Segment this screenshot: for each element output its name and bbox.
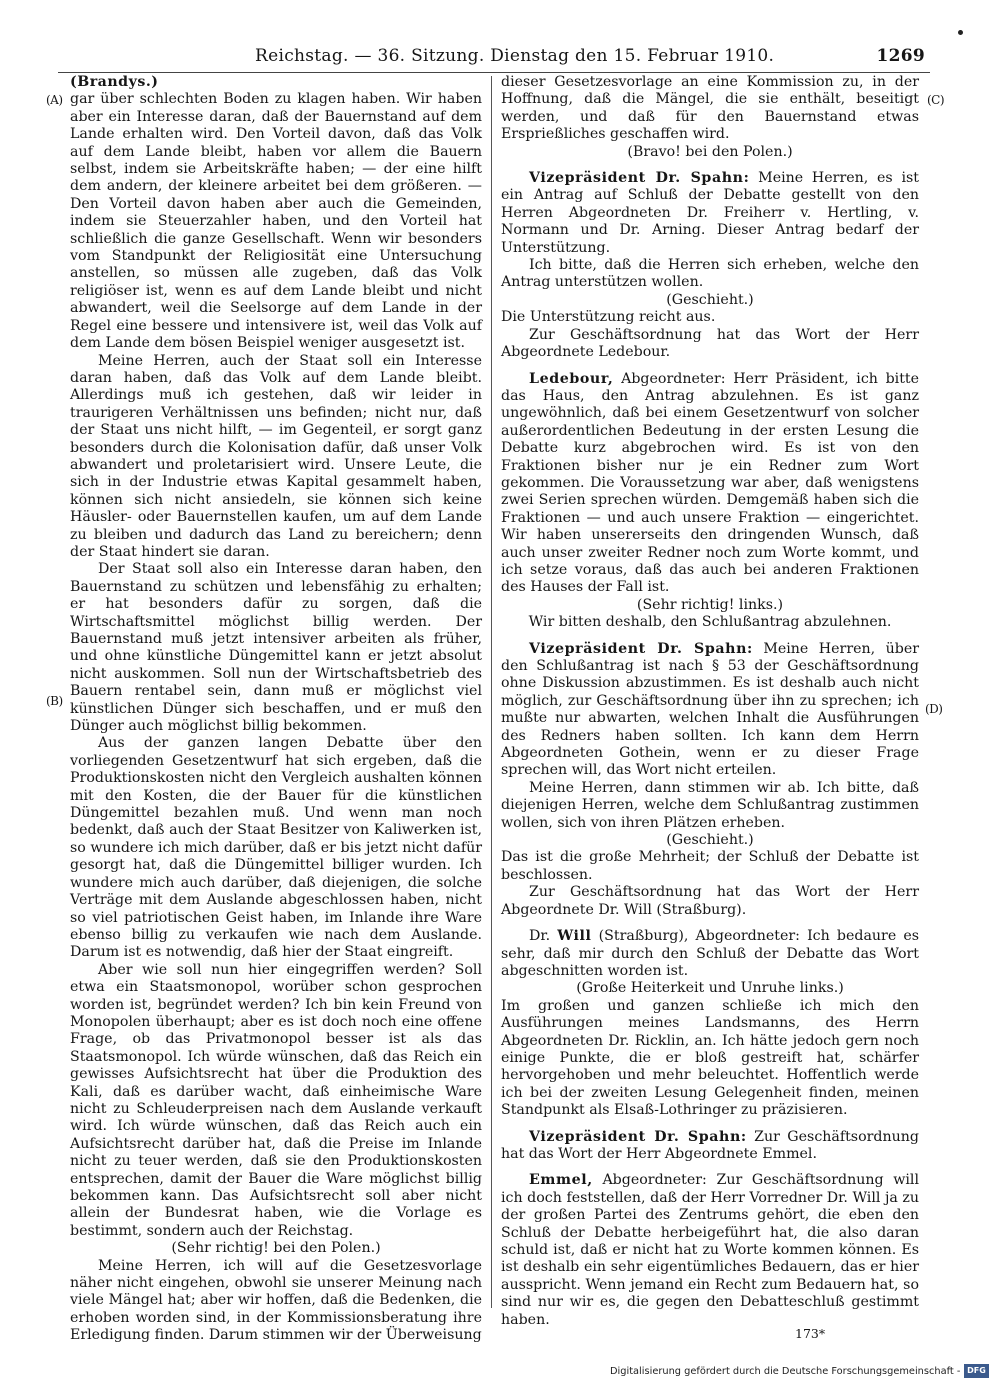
speaker-role: Abgeordneter: [621, 370, 726, 387]
speaker-name: Ledebour, [529, 370, 614, 387]
speaker-name: Vizepräsident Dr. Spahn: [529, 640, 753, 657]
paragraph: dieser Gesetzesvorlage an eine Kommission zu, in der Hoffnung, daß die Mängel, die sie enthält, beseitigt werden, und daß für den Bauernstand etwas Ersprießliches geschaffen wird. [501, 74, 919, 143]
speech-text: Herr Präsident, ich bitte das Haus, den Antrag abzulehnen. Es ist ganz ungewöhnlich, daß bei einem Gesetzentwurf von solcher außerordentlichen Bedeutung in der ersten Lesung die Debatte kurz abgebrochen wird. Es ist von den Fraktionen bisher nur je ein Redner zum Wort gekommen. Die Voraussetzung war aber, daß wenigstens zwei Serien sprechen würden. Demgemäß haben sich die Fraktionen — und auch unsere Fraktion — eingerichtet. Wir haben unsererseits den dringenden Wunsch, daß auch unser zweiter Redner noch zum Worte kommt, und ich setze voraus, daß das auch bei anderen Fraktionen des Hauses der Fall ist. [501, 370, 919, 596]
interjection: (Große Heiterkeit und Unruhe links.) [576, 980, 844, 997]
speech-block [501, 371, 919, 597]
signature-mark: 173* [795, 1326, 826, 1341]
speech-text: Ich bedaure es sehr, daß mir durch den Schluß der Debatte das Wort abgeschnitten worden ist. [501, 928, 920, 979]
page-number: 1269 [876, 46, 925, 66]
header-title: Reichstag. — 36. Sitzung. Dienstag den 15. Februar 1910. [255, 46, 775, 66]
paragraph: Zur Geschäftsordnung hat das Wort der Herr Abgeordnete Ledebour. [501, 326, 919, 361]
speaker-role: (Straßburg), Abgeordneter: [598, 928, 800, 945]
paragraph: Meine Herren, ich will auf die Gesetzesvorlage näher nicht eingehen, obwohl sie unserer Meinung nach viele Mängel hat; aber wir hoffen, daß die Bedenken, die erhoben worden sind, in der Kommissionsberatung ihre Erledigung finden. Darum stimmen wir der Überweisung [70, 1257, 482, 1344]
paragraph: Meine Herren, dann stimmen wir ab. Ich bitte, daß diejenigen Herren, welche dem Schlußantrag zustimmen wollen, sich von ihren Plätzen erheben. [501, 779, 919, 831]
ink-dot [958, 30, 963, 35]
paragraph: gar über schlechten Boden zu klagen haben. Wir haben aber ein Interesse daran, daß der Bauernstand auf dem Lande erhalten wird. Den Vorteil davon, daß das Volk auf dem Lande bleibt, haben vor allem die Bauern selbst, indem sie Arbeitskräfte haben; — der eine hilft dem andern, der kleinere arbeitet bei dem größeren. — Den Vorteil davon haben aber auch die Gemeinden, indem sie Steuerzahler haben, und den Vorteil hat schließlich die ganze Gesellschaft. Wenn wir besonders vom Standpunkt der Religiosität eine Untersuchung anstellen, so müssen alle zugeben, daß das Volk religiöser ist, wenn es auf dem Lande bleibt und nicht abwandert, weil die Seelsorge auf dem Lande in der Regel eine bessere und intensivere ist, weil das Volk auf dem Lande dem bösen Beispiel weniger ausgesetzt ist. [70, 91, 482, 352]
interjection: (Bravo! bei den Polen.) [627, 143, 793, 160]
speech-text: Zur Geschäftsordnung will ich doch feststellen, daß der Herr Vorredner Dr. Will ja zu der großen Partei des Zentrums gehört, die eben den Schluß der Debatte herbeigeführt hat, die also daran schuld ist, daß er nicht hat zu Worte kommen können. Es ist deshalb ein sehr eigentümliches Bedauern, das er hier ausspricht. Wenn jemand ein Recht zum Bedauern hat, so sind nur wir es, die gegen den Debatteschluß gestimmt haben. [501, 1172, 919, 1328]
speaker-name: Will [557, 928, 592, 945]
header-rule [58, 72, 930, 73]
margin-marker-d: (D) [925, 702, 943, 716]
paragraph: Der Staat soll also ein Interesse daran haben, den Bauernstand zu schützen und lebensfähig zu erhalten; er hat besonders dafür zu sorgen, daß die Wirtschaftsmittel möglichst billig werden. Der Bauernstand muß jetzt intensiver arbeiten als früher, und ohne künstliche Düngemittel kann er jetzt absolut nicht auskommen. Soll nun der Wirtschaftsbetrieb des Bauern rentabel sein, dann muß er möglichst viel künstlichen Dünger sich beschaffen, und er muß den Dünger auch möglichst billig bekommen. [70, 561, 482, 735]
speaker-role: Abgeordneter: [602, 1172, 707, 1189]
funding-footer: Digitalisierung gefördert durch die Deutsche Forschungsgemeinschaft - [610, 1366, 961, 1377]
speech-text: Meine Herren, über den Schlußantrag ist nach § 53 der Geschäftsordnung ohne Diskussion abzustimmen. Es ist deshalb auch nicht möglich, zur Geschäftsordnung über ihn zu sprechen; ich mußte nur abwarten, welchen Inhalt die Ausführungen des Redners haben sollten. Ich kann dem Herrn Abgeordneten Gothein, wenn er zu dieser Frage sprechen will, das Wort nicht erteilen. [501, 640, 919, 779]
speaker-prefix: Dr. [529, 928, 551, 945]
margin-marker-a: (A) [46, 93, 63, 107]
speech-block [501, 928, 919, 980]
margin-marker-c: (C) [927, 93, 945, 107]
interjection: (Geschieht.) [666, 832, 754, 849]
speaker-name: Vizepräsident Dr. Spahn: [529, 1128, 747, 1145]
speaker-name: Vizepräsident Dr. Spahn: [529, 170, 750, 187]
speaker-name: Emmel, [529, 1172, 593, 1189]
margin-marker-b: (B) [46, 694, 63, 708]
paragraph: Aber wie soll nun hier eingegriffen werden? Soll etwa ein Staatsmonopol, worüber schon gesprochen worden ist, begründet werden? Ich bin kein Freund von Monopolen überhaupt; aber es ist doch noch eine offene Frage, ob das Privatmonopol besser ist als das Staatsmonopol. Ich würde wünschen, daß das Reich ein gewisses Aufsichtsrecht hat über die Produktion des Kali, daß es darüber wacht, daß einheimische Ware nicht zu Schleuderpreisen nach dem Auslande verkauft wird. Ich würde wünschen, daß das Reich auch ein Aufsichtsrecht darüber hat, daß die Preise im Inlande nicht zu teuer werden, daß sie den Produktionskosten entsprechen, damit der Bauer die Ware möglichst billig bekommen kann. Das Aufsichtsrecht soll aber nicht allein der Bundesrat haben, wie die Vorlage es bestimmt, sondern auch der Reichstag. [70, 961, 482, 1239]
speech-block [501, 641, 919, 780]
page-header [255, 46, 925, 74]
left-column [70, 74, 482, 1345]
paragraph: Meine Herren, auch der Staat soll ein Interesse daran haben, daß das Volk auf dem Lande bleibt. Allerdings muß ich gestehen, daß wir leider in traurigeren Verhältnissen uns befinden; nicht nur, daß der Staat uns nicht hilft, — im Gegenteil, er sorgt ganz besonders durch die Kolonisation dafür, daß unser Volk abwandert und proletarisiert wird. Unsere Leute, die sich in der Industrie etwas Kapital gesammelt haben, können sich nicht ansiedeln, sie können sich keine Häusler- oder Bauernstellen kaufen, um auf dem Lande zu bleiben und dadurch das Land zu bereichern; denn der Staat hindert sie daran. [70, 352, 482, 560]
paragraph: Das ist die große Mehrheit; der Schluß der Debatte ist beschlossen. [501, 849, 919, 883]
paragraph: Wir bitten deshalb, den Schlußantrag abzulehnen. [528, 614, 892, 631]
speech-block [501, 1129, 919, 1164]
paragraph: Die Unterstützung reicht aus. [501, 309, 716, 326]
speaker-tag: (Brandys.) [70, 74, 159, 90]
speech-text: Zur Geschäftsordnung hat das Wort der Herr Abgeordnete Emmel. [501, 1128, 919, 1162]
interjection: (Sehr richtig! links.) [636, 596, 784, 613]
dfg-logo-icon: DFG [964, 1364, 989, 1378]
paragraph: Aus der ganzen langen Debatte über den vorliegenden Gesetzentwurf hat sich ergeben, daß die Produktionskosten nicht den Vergleich aushalten können mit den Kosten, die der Bauer für die künstlichen Düngemittel bezahlen muß. Und wenn man noch bedenkt, daß auch der Staat Besitzer von Kaliwerken ist, so wundere ich mich darüber, daß er bis jetzt nicht dafür gesorgt hat, daß die Düngemittel billiger wurden. Ich wundere mich auch darüber, daß diejenigen, die solche Verträge mit dem Auslande abgeschlossen haben, nicht so viel patriotischen Geist haben, im Inlande ihre Ware ebenso billig zu verkaufen wie nach dem Auslande. Darum ist es notwendig, daß hier der Staat eingreift. [70, 735, 482, 961]
paragraph: Zur Geschäftsordnung hat das Wort der Herr Abgeordnete Dr. Will (Straßburg). [501, 884, 919, 918]
column-divider [491, 76, 492, 1308]
speech-text: Meine Herren, es ist ein Antrag auf Schluß der Debatte gestellt von den Herren Abgeordneten Dr. Freiherr v. Hertling, v. Normann und Dr. Arning. Dieser Antrag bedarf der Unterstützung. [501, 170, 919, 256]
speech-block [501, 170, 919, 257]
interjection: (Sehr richtig! bei den Polen.) [171, 1240, 381, 1257]
paragraph: Im großen und ganzen schließe ich mich den Ausführungen meines Landsmanns, des Herrn Abgeordneten Dr. Ricklin, an. Ich hätte jedoch gern noch einige Punkte, die er bloß gestreift hat, schärfer hervorgehoben und mehr beleuchtet. Hoffentlich werde ich bei der zweiten Lesung Gelegenheit finden, meinen Standpunkt als Elsaß-Lothringer zu präzisieren. [501, 997, 919, 1119]
paragraph: Ich bitte, daß die Herren sich erheben, welche den Antrag unterstützen wollen. [501, 257, 919, 291]
speech-block [501, 1172, 919, 1329]
right-column [501, 74, 919, 1329]
interjection: (Geschieht.) [666, 291, 754, 308]
